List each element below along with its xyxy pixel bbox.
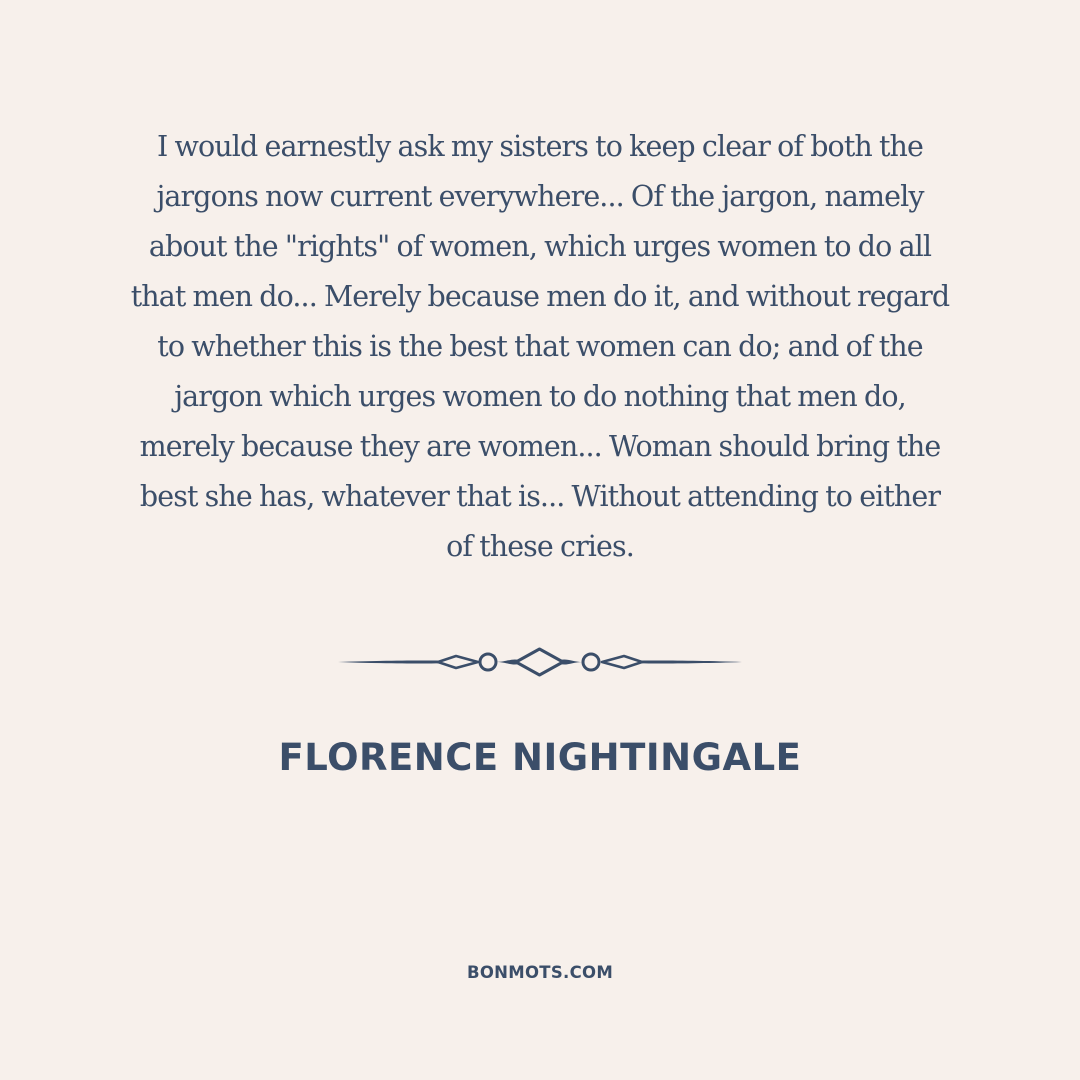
site-watermark: BONMOTS.COM (466, 963, 614, 982)
ornamental-divider-icon (336, 646, 744, 678)
quote-line: I would earnestly ask my sisters to keep clear of both the (157, 130, 923, 163)
quote-line: of these cries. (446, 530, 634, 563)
quote-text (90, 122, 990, 572)
quote-line: to whether this is the best that women can do; and of the (157, 330, 923, 363)
quote-line: merely because they are women... Woman should bring the (139, 430, 941, 463)
quote-line: best she has, whatever that is... Without attending to either (139, 480, 941, 513)
quote-line: about the "rights" of women, which urges women to do all (148, 230, 932, 263)
author-name: FLORENCE NIGHTINGALE (278, 736, 802, 779)
quote-line: that men do... Merely because men do it, and without regard (130, 280, 950, 313)
quote-line: jargons now current everywhere... Of the jargon, namely (156, 180, 924, 213)
quote-line: jargon which urges women to do nothing that men do, (174, 380, 906, 413)
